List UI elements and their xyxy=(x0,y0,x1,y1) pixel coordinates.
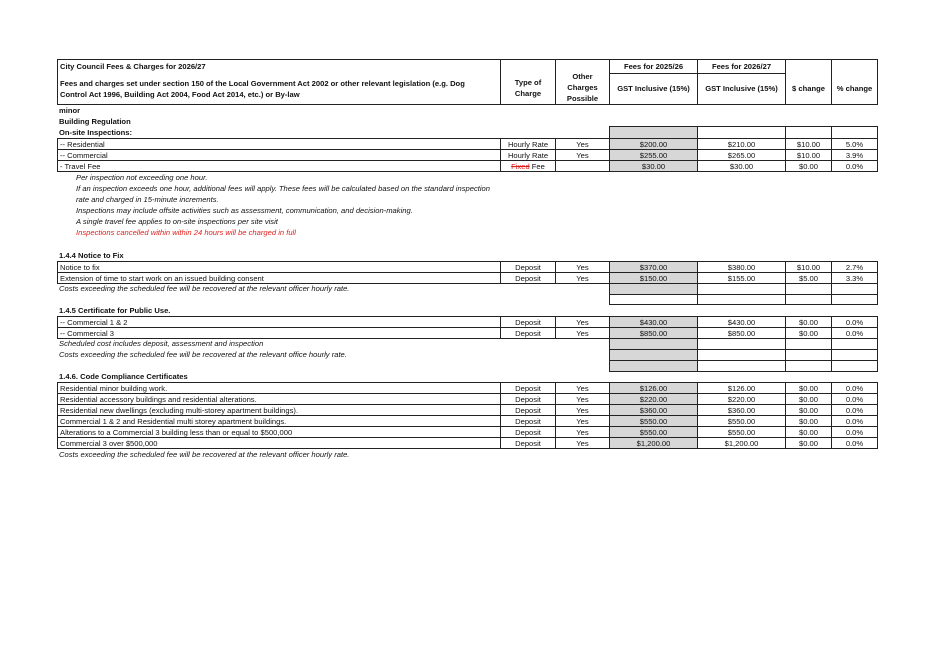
ccc-row-charge-type: Deposit xyxy=(515,383,541,393)
onsite-row-charge-type xyxy=(500,161,556,172)
header-pct-change: % change xyxy=(836,84,873,93)
onsite-note: If an inspection exceeds one hour, additional fees will apply. These fees will be calculated based on the standard inspection xyxy=(76,184,490,193)
cpu-heading: 1.4.5 Certificate for Public Use. xyxy=(59,306,171,315)
ccc-row-fee-2025-26: $1,200.00 xyxy=(636,438,671,448)
cpu-spacer2-new xyxy=(697,360,786,372)
onsite-row-cell-border xyxy=(555,160,610,172)
cpu-spacer2-pct xyxy=(831,360,878,372)
ccc-row-fee-2025-26: $550.00 xyxy=(639,416,668,426)
notice-row-dollar-change: $5.00 xyxy=(798,273,818,283)
notice-row-fee-2026-27: $380.00 xyxy=(727,262,756,272)
onsite-heading: On-site Inspections: xyxy=(59,128,132,137)
onsite-note: Per inspection not exceeding one hour. xyxy=(76,173,208,182)
ccc-row-other-charges: Yes xyxy=(576,394,589,404)
document-title: City Council Fees & Charges for 2026/27 xyxy=(60,62,206,71)
header-fees-new: Fees for 2026/27 xyxy=(711,62,772,71)
onsite-row-fee-2025-26: $30.00 xyxy=(641,161,666,171)
cpu-spacer-pct xyxy=(831,338,878,361)
cpu-spacer2-dollar xyxy=(785,360,832,372)
ccc-row-charge-type: Deposit xyxy=(515,405,541,415)
onsite-row-cell-border xyxy=(57,160,501,172)
notice-row-fee-2026-27: $155.00 xyxy=(727,273,756,283)
notice-spacer2-pct xyxy=(831,294,878,305)
onsite-row-description: -- Residential xyxy=(60,139,105,149)
ccc-row-fee-2026-27: $550.00 xyxy=(727,416,756,426)
ccc-row-description: Residential new dwellings (excluding multi-storey apartment buildings). xyxy=(60,405,299,415)
onsite-row-percent-change: 5.0% xyxy=(845,139,864,149)
notice-row-charge-type: Deposit xyxy=(515,262,541,272)
onsite-row-dollar-change: $10.00 xyxy=(796,139,821,149)
ccc-row-percent-change: 0.0% xyxy=(845,383,864,393)
ccc-row-fee-2026-27: $1,200.00 xyxy=(724,438,759,448)
ccc-row-dollar-change: $0.00 xyxy=(798,416,818,426)
header-dollar-col xyxy=(785,59,832,105)
onsite-row-other-charges: Yes xyxy=(576,150,589,160)
ccc-row-description: Commercial 3 over $500,000 xyxy=(60,438,158,448)
ccc-row-percent-change: 0.0% xyxy=(845,438,864,448)
onsite-row-other-charges: Yes xyxy=(576,139,589,149)
cpu-spacer2-prev xyxy=(609,360,698,372)
ccc-row-dollar-change: $0.00 xyxy=(798,394,818,404)
ccc-heading: 1.4.6. Code Compliance Certificates xyxy=(59,372,188,381)
ccc-row-fee-2026-27: $550.00 xyxy=(727,427,756,437)
ccc-row-other-charges: Yes xyxy=(576,383,589,393)
cpu-row-dollar-change: $0.00 xyxy=(798,328,818,338)
ccc-row-dollar-change: $0.00 xyxy=(798,405,818,415)
notice-heading: 1.4.4 Notice to Fix xyxy=(59,251,124,260)
cpu-row-fee-2026-27: $850.00 xyxy=(727,328,756,338)
header-type-line2: Charge xyxy=(514,89,542,98)
cpu-row-fee-2026-27: $430.00 xyxy=(727,317,756,327)
cpu-note: Costs exceeding the scheduled fee will be recovered at the relevant office hourly rate. xyxy=(59,350,347,359)
notice-spacer2-dollar xyxy=(785,294,832,305)
notice-note: Costs exceeding the scheduled fee will be recovered at the relevant officer hourly rate. xyxy=(59,284,350,293)
notice-row-percent-change: 3.3% xyxy=(845,273,864,283)
onsite-note: rate and charged in 15-minute increments. xyxy=(76,195,219,204)
cpu-row-fee-2025-26: $430.00 xyxy=(639,317,668,327)
header-dollar-change: $ change xyxy=(792,84,825,93)
ccc-row-dollar-change: $0.00 xyxy=(798,383,818,393)
ccc-row-fee-2026-27: $126.00 xyxy=(727,383,756,393)
onsite-note-cancellation: Inspections cancelled within within 24 hours will be charged in full xyxy=(76,228,296,237)
onsite-row-charge-type: Hourly Rate xyxy=(507,150,549,160)
ccc-row-charge-type: Deposit xyxy=(515,427,541,437)
onsite-row-description: - Travel Fee xyxy=(60,161,101,171)
ccc-row-charge-type: Deposit xyxy=(515,394,541,404)
onsite-row-charge-type-struck: Fixed xyxy=(511,161,530,171)
ccc-row-other-charges: Yes xyxy=(576,405,589,415)
header-other-line3: Possible xyxy=(566,94,599,103)
ccc-row-other-charges: Yes xyxy=(576,438,589,448)
ccc-row-fee-2025-26: $220.00 xyxy=(639,394,668,404)
header-fees-prev-sub: GST Inclusive (15%) xyxy=(617,84,690,93)
notice-row-other-charges: Yes xyxy=(576,262,589,272)
cpu-row-percent-change: 0.0% xyxy=(845,317,864,327)
onsite-row-percent-change: 3.9% xyxy=(845,150,864,160)
notice-spacer2-prev xyxy=(609,294,698,305)
onsite-row-fee-2026-27: $210.00 xyxy=(727,139,756,149)
cpu-row-percent-change: 0.0% xyxy=(845,328,864,338)
onsite-row-fee-2025-26: $255.00 xyxy=(639,150,668,160)
ccc-row-percent-change: 0.0% xyxy=(845,427,864,437)
onsite-row-fee-2025-26: $200.00 xyxy=(639,139,668,149)
onsite-note: Inspections may include offsite activities such as assessment, communication, and decision-making. xyxy=(76,206,413,215)
onsite-row-dollar-change: $0.00 xyxy=(798,161,818,171)
ccc-row-fee-2026-27: $360.00 xyxy=(727,405,756,415)
notice-spacer2-new xyxy=(697,294,786,305)
header-other-line2: Charges xyxy=(567,83,598,92)
cpu-row-other-charges: Yes xyxy=(576,317,589,327)
onsite-row-charge-type: Hourly Rate xyxy=(507,139,549,149)
onsite-row-fee-2026-27: $265.00 xyxy=(727,150,756,160)
onsite-row-charge-type-rest: Fee xyxy=(529,161,545,171)
onsite-row-dollar-change: $10.00 xyxy=(796,150,821,160)
cpu-row-other-charges: Yes xyxy=(576,328,589,338)
notice-row-charge-type: Deposit xyxy=(515,273,541,283)
ccc-row-description: Alterations to a Commercial 3 building less than or equal to $500,000 xyxy=(60,427,293,437)
onsite-row-fee-2026-27: $30.00 xyxy=(729,161,754,171)
document-description-line1: Fees and charges set under section 150 of the Local Government Act 2002 or other relevant legislation (e.g. Dog xyxy=(60,79,465,88)
notice-row-description: Extension of time to start work on an issued building consent xyxy=(60,273,264,283)
notice-row-dollar-change: $10.00 xyxy=(796,262,821,272)
cpu-note: Scheduled cost includes deposit, assessment and inspection xyxy=(59,339,264,348)
notice-row-fee-2025-26: $150.00 xyxy=(639,273,668,283)
cpu-row-dollar-change: $0.00 xyxy=(798,317,818,327)
ccc-row-fee-2025-26: $126.00 xyxy=(639,383,668,393)
cpu-row-description: -- Commercial 3 xyxy=(60,328,115,338)
header-fees-prev: Fees for 2025/26 xyxy=(623,62,684,71)
cpu-spacer-dollar xyxy=(785,338,832,361)
onsite-row-percent-change: 0.0% xyxy=(845,161,864,171)
header-other-line1: Other xyxy=(572,72,593,81)
notice-row-description: Notice to fix xyxy=(60,262,100,272)
ccc-row-dollar-change: $0.00 xyxy=(798,427,818,437)
section-building-regulation: Building Regulation xyxy=(59,117,131,126)
notice-row-percent-change: 2.7% xyxy=(845,262,864,272)
cpu-row-fee-2025-26: $850.00 xyxy=(639,328,668,338)
cpu-row-charge-type: Deposit xyxy=(515,328,541,338)
document-description-line2: Control Act 1996, Building Act 2004, Food Act 2014, etc.) or By-law xyxy=(60,90,300,99)
ccc-note: Costs exceeding the scheduled fee will be recovered at the relevant officer hourly rate. xyxy=(59,450,350,459)
onsite-note: A single travel fee applies to on-site inspections per site visit xyxy=(76,217,278,226)
ccc-row-fee-2026-27: $220.00 xyxy=(727,394,756,404)
cpu-row-description: -- Commercial 1 & 2 xyxy=(60,317,128,327)
header-pct-col xyxy=(831,59,878,105)
ccc-row-percent-change: 0.0% xyxy=(845,416,864,426)
header-fees-new-sub: GST Inclusive (15%) xyxy=(705,84,778,93)
ccc-row-other-charges: Yes xyxy=(576,427,589,437)
ccc-row-charge-type: Deposit xyxy=(515,438,541,448)
ccc-row-other-charges: Yes xyxy=(576,416,589,426)
ccc-row-percent-change: 0.0% xyxy=(845,394,864,404)
onsite-row-description: -- Commercial xyxy=(60,150,108,160)
ccc-row-dollar-change: $0.00 xyxy=(798,438,818,448)
cpu-row-charge-type: Deposit xyxy=(515,317,541,327)
ccc-row-description: Residential accessory buildings and residential alterations. xyxy=(60,394,257,404)
notice-row-other-charges: Yes xyxy=(576,273,589,283)
cpu-spacer-new xyxy=(697,338,786,361)
section-minor: minor xyxy=(59,106,81,115)
ccc-row-charge-type: Deposit xyxy=(515,416,541,426)
ccc-row-description: Residential minor building work. xyxy=(60,383,168,393)
header-type-line1: Type of xyxy=(514,78,542,87)
header-fees-prev-divider xyxy=(609,73,698,74)
ccc-row-fee-2025-26: $550.00 xyxy=(639,427,668,437)
ccc-row-fee-2025-26: $360.00 xyxy=(639,405,668,415)
notice-row-fee-2025-26: $370.00 xyxy=(639,262,668,272)
ccc-row-percent-change: 0.0% xyxy=(845,405,864,415)
header-fees-new-divider xyxy=(697,73,786,74)
ccc-row-description: Commercial 1 & 2 and Residential multi storey apartment buildings. xyxy=(60,416,287,426)
